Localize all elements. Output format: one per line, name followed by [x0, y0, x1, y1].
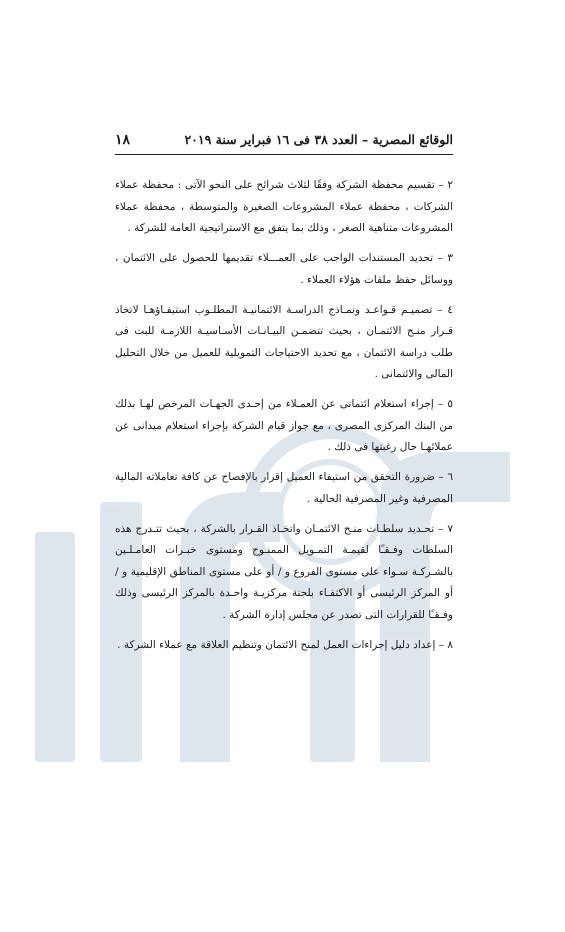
header-title: الوقائع المصرية – العدد ٣٨ فى ١٦ فبراير سنة ٢٠١٩ [184, 132, 453, 147]
page [0, 132, 565, 656]
paragraph-2: ٢ – تقسيم محفظة الشركة وفقًا لثلاث شرائح على النحو الآتى : محفظة عملاء الشركات ، محفظة عملاء المشروعات الصغيرة والمتوسطة ، محفظة عملاء المشروعات متناهية الصغر ، وذلك بما يتفق مع الاستراتيجية العامة للشركة . [115, 179, 453, 234]
page-number: ١٨ [115, 132, 131, 148]
paragraph-6: ٦ – ضرورة التحقق من استيفاء العميل إقرار بالإفصاح عن كافة تعاملاته المالية المصرفية وغير المصرفية الحالية . [115, 471, 453, 505]
paragraph-3: ٣ – تحديد المستندات الواجب على العمـــلاء تقديمها للحصول على الائتمان ، ووسائل حفظ ملفات هؤلاء العملاء . [115, 252, 453, 286]
paragraph-4: ٤ – تصميـم قـواعـد ونمـاذج الدراسـة الائتمانيـة المطلـوب استيفـاؤهـا لاتخاذ قـرار منـح الائتمـان ، بحيث تتضمـن البيـانـات الأسـاسيـة اللازمـة للبت فى طلب دراسة الائتمان ، مع تحديد الاحتياجات التمويلية للعميل من خلال التحليل المالى والائتمانى . [115, 303, 453, 380]
page-header [115, 132, 453, 155]
paragraph-5: ٥ – إجراء استعلام ائتمانى عن العمـلاء من إحـدى الجهـات المرخص لهـا بذلك من البنك المركزى المصرى ، مع جواز قيام الشركة بإجراء استعلام ميدانى عن عملائهـا حال رغبتها فى ذلك . [115, 398, 453, 453]
paragraph-8: ٨ – إعداد دليل إجراءات العمل لمنح الائتمان وتنظيم العلاقة مع عملاء الشركة . [117, 638, 453, 651]
paragraph-7: ٧ – تحـديد سلطـات منـح الائتمـان واتخـاذ القـرار بالشركة ، بحيث تتـدرج هذه السلطات وفـقـًا لقيمـة التمـويل الممنـوح ومستوى خبـرات العامـلـين بالشـركـة سـواء على مستوى الفروع و / أو على مستوى المناطق الإقليمية و / أو المركز الرئيسى أو الاكتفـاء بلجنة مركزيـة واحـدة بالمركز الرئيسى وذلك وفـقـًا للقرارات التى تصدر عن مجلس إدارة الشركة . [115, 522, 453, 621]
document-body [115, 175, 453, 656]
